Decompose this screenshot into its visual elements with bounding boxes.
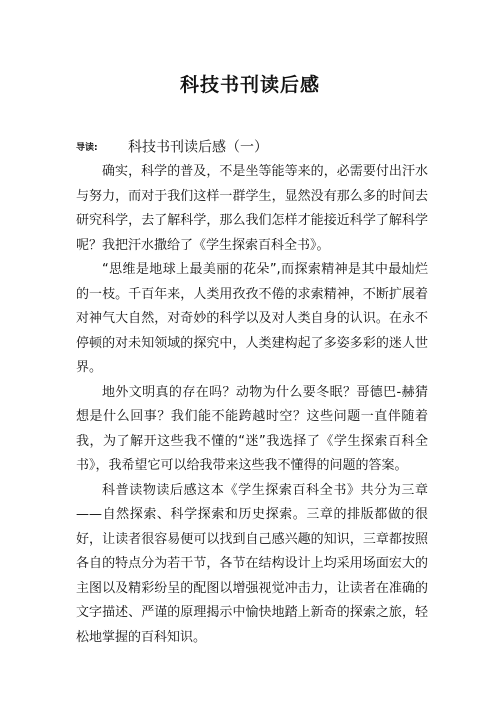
paragraph-1: 确实，科学的普及，不是坐等能等来的，必需要付出汗水与努力，而对于我们这样一群学生，显然没有那么多的时间去研究科学，去了解科学，那么我们怎样才能接近科学了解科学呢？我把汗水撒给了《学生探索百科全书》。 (76, 164, 428, 253)
document-title: 科技书刊读后感 (179, 74, 320, 96)
document-body (76, 160, 428, 650)
paragraph-2: “思维是地球上最美丽的花朵”,而探索精神是其中最灿烂的一枝。千百年来，人类用孜孜不倦的求索精神，不断扩展着对神气大自然，对奇妙的科学以及对人类自身的认识。在永不停顿的对未知领域的探究中，人类建构起了多姿多彩的迷人世界。 (76, 262, 428, 375)
intro-label: 导读: (76, 143, 98, 153)
paragraph-3: 地外文明真的存在吗？动物为什么要冬眠？哥德巴-赫猜想是什么回事？我们能不能跨越时空？这些问题一直伴随着我，为了解开这些我不懂的“迷”我选择了《学生探索百科全书》，我希望它可以给我带来这些我不懂得的问题的答案。 (76, 384, 428, 473)
paragraph-4: 科普读物读后感这本《学生探索百科全书》共分为三章——自然探索、科学探索和历史探索。三章的排版都做的很好，让读者很容易便可以找到自己感兴趣的知识，三章都按照各自的特点分为若干节，各节在结构设计上均采用场面宏大的主图以及精彩纷呈的配图以增强视觉冲击力，让读者在准确的文字描述、严谨的原理揭示中愉快地踏上新奇的探索之旅，轻松地掌握的百科知识。 (76, 482, 428, 645)
intro-text: 科技书刊读后感（一） (128, 139, 268, 156)
intro-row (76, 136, 436, 157)
